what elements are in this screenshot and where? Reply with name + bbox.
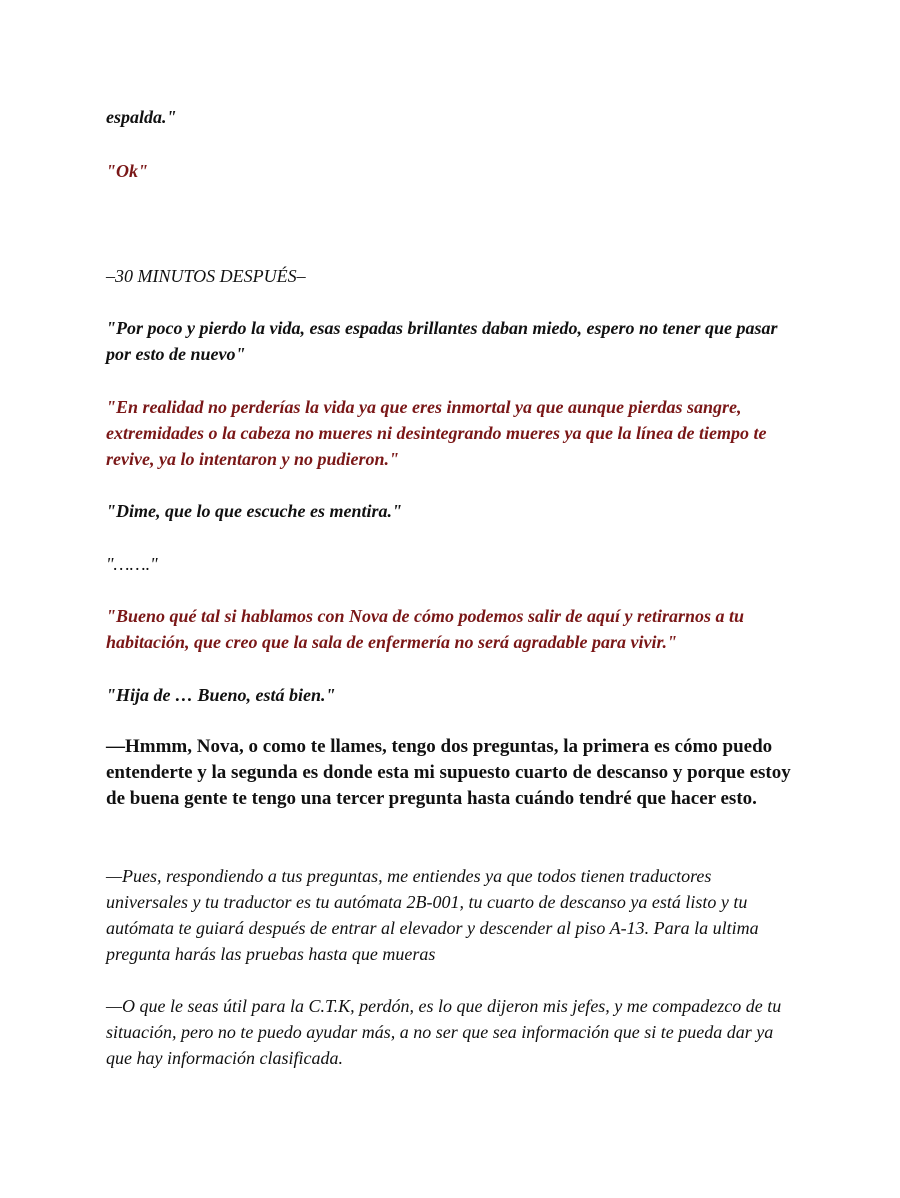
paragraph-dime: "Dime, que lo que escuche es mentira." [106, 501, 402, 521]
paragraph-espalda: espalda." [106, 107, 177, 127]
paragraph-por-poco: "Por poco y pierdo la vida, esas espadas brillantes daban miedo, espero no tener que pasar por esto de nuevo" [106, 318, 778, 364]
paragraph-ellipsis: "……." [106, 554, 158, 574]
paragraph-bueno-que-tal: "Bueno qué tal si hablamos con Nova de cómo podemos salir de aquí y retirarnos a tu habitación, que creo que la sala de enfermería no será agradable para vivir." [106, 606, 745, 652]
paragraph-o-que-le-seas: —O que le seas útil para la C.T.K, perdón, es lo que dijeron mis jefes, y me compadezco de tu situación, pero no te puedo ayudar más, a no ser que sea información que si te pueda dar ya que hay información clasificada. [106, 996, 782, 1068]
paragraph-ok: "Ok" [106, 161, 148, 181]
paragraph-pues-respondiendo: —Pues, respondiendo a tus preguntas, me entiendes ya que todos tienen traductores universales y tu traductor es tu autómata 2B-001, tu cuarto de descanso ya está listo y tu autómata te guiará después de entrar al elevador y descender al piso A-13. Para la ultima pregunta harás las pruebas hasta que mueras [106, 866, 759, 964]
paragraph-hmmm-nova: —Hmmm, Nova, o como te llames, tengo dos preguntas, la primera es cómo puedo entenderte y la segunda es donde esta mi supuesto cuarto de descanso y porque estoy de buena gente te tengo una tercer pregunta hasta cuándo tendré que hacer esto. [106, 736, 791, 809]
paragraph-en-realidad: "En realidad no perderías la vida ya que eres inmortal ya que aunque pierdas sangre, extremidades o la cabeza no mueres ni desintegrando mueres ya que la línea de tiempo te revive, ya lo intentaron y no pudieron." [106, 397, 767, 469]
section-heading-30-minutos: –30 MINUTOS DESPUÉS– [106, 266, 306, 286]
paragraph-hija-de: "Hija de … Bueno, está bien." [106, 685, 336, 705]
